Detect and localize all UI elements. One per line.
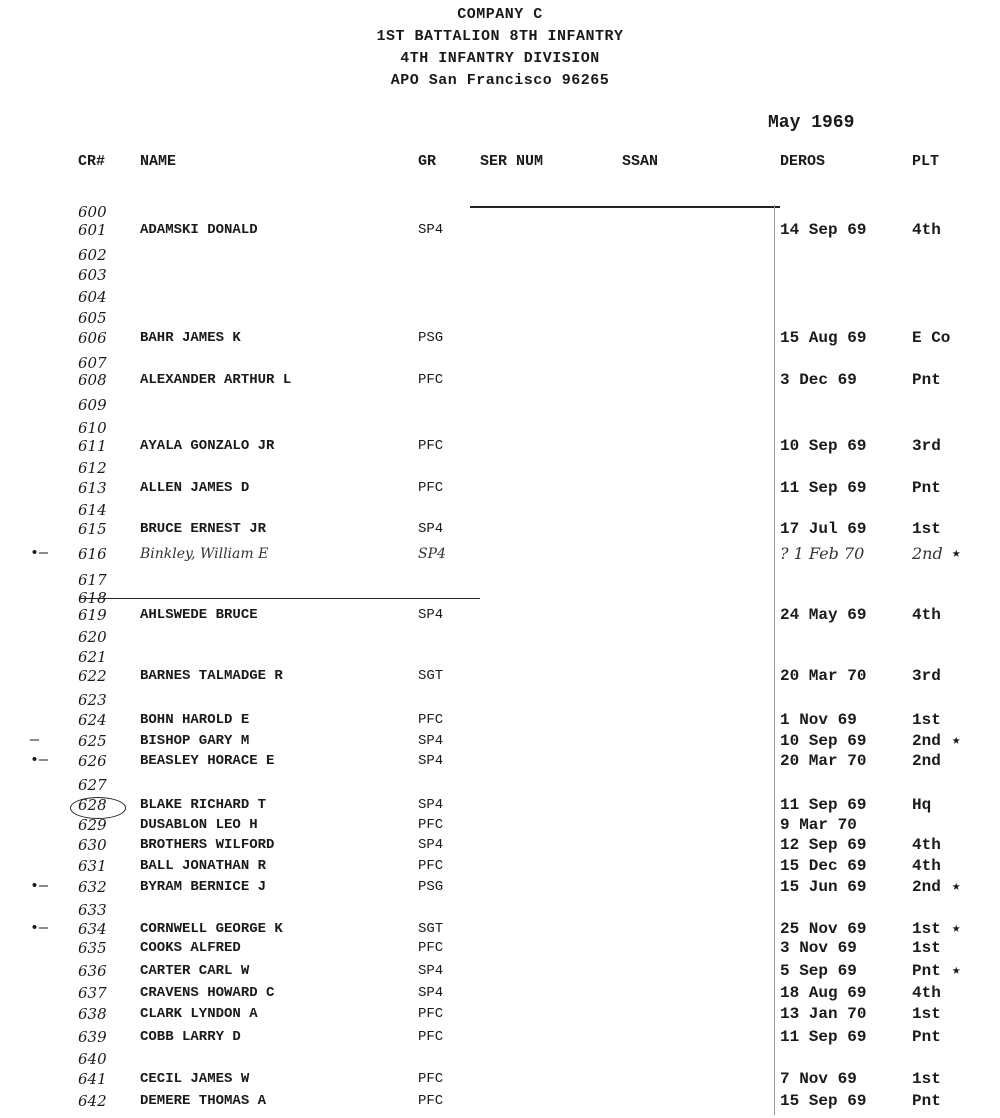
roster-date: May 1969	[768, 113, 855, 133]
row-num: 609	[78, 396, 107, 414]
row-plt: Pnt	[912, 479, 941, 497]
row-name: BOHN HAROLD E	[140, 712, 250, 728]
row-deros: 1 Nov 69	[780, 711, 857, 729]
row-num: 622	[78, 667, 107, 685]
row-deros: 9 Mar 70	[780, 816, 857, 834]
row-gr: PFC	[418, 1006, 444, 1022]
row-num: 616	[78, 545, 107, 563]
row-deros: 15 Dec 69	[780, 857, 867, 875]
row-num: 641	[78, 1070, 107, 1088]
row-name: COOKS ALFRED	[140, 940, 241, 956]
row-name: BYRAM BERNICE J	[140, 879, 267, 895]
row-deros: ? 1 Feb 70	[780, 544, 865, 563]
row-name: CORNWELL GEORGE K	[140, 921, 283, 937]
row-gr: SP4	[418, 521, 444, 537]
row-num: 605	[78, 309, 107, 327]
row-num: 636	[78, 962, 107, 980]
row-num: 619	[78, 606, 107, 624]
row-plt: 4th	[912, 857, 941, 875]
col-header-deros: DEROS	[780, 153, 826, 170]
row-plt: 3rd	[912, 667, 941, 685]
row-num: 627	[78, 776, 107, 794]
table-row	[0, 328, 1000, 350]
row-gr: PFC	[418, 1093, 444, 1109]
row-num: 603	[78, 266, 107, 284]
table-row	[0, 245, 1000, 267]
row-plt: 2nd	[912, 732, 941, 750]
row-note: ★	[952, 879, 961, 895]
row-name: ALEXANDER ARTHUR L	[140, 372, 292, 388]
table-row	[0, 1049, 1000, 1071]
row-plt: 1st	[912, 711, 941, 729]
row-gr: SP4	[418, 963, 444, 979]
row-num: 626	[78, 752, 107, 770]
col-header-cr: CR#	[78, 153, 106, 170]
row-plt: 1st	[912, 520, 941, 538]
row-num: 639	[78, 1028, 107, 1046]
row-plt: 4th	[912, 221, 941, 239]
table-row	[0, 458, 1000, 480]
row-mark: •—	[30, 752, 49, 769]
row-plt: 1st	[912, 1070, 941, 1088]
table-row	[0, 265, 1000, 287]
row-num: 600	[78, 203, 107, 221]
row-num: 633	[78, 901, 107, 919]
row-gr: PFC	[418, 438, 444, 454]
row-plt: 1st	[912, 920, 941, 938]
row-gr: PSG	[418, 879, 444, 895]
row-mark: •—	[30, 545, 49, 562]
table-row	[0, 815, 1000, 837]
row-name: BISHOP GARY M	[140, 733, 250, 749]
row-name: BALL JONATHAN R	[140, 858, 267, 874]
company-title: COMPANY C	[457, 6, 543, 23]
row-num: 618	[78, 589, 107, 607]
table-row	[0, 478, 1000, 500]
row-mark: •—	[30, 920, 49, 937]
table-row	[0, 287, 1000, 309]
row-num: 617	[78, 571, 107, 589]
row-deros: 11 Sep 69	[780, 796, 867, 814]
row-gr: SP4	[418, 985, 444, 1001]
table-row	[0, 605, 1000, 627]
row-deros: 3 Nov 69	[780, 939, 857, 957]
row-name: BAHR JAMES K	[140, 330, 241, 346]
row-plt: 2nd	[912, 752, 941, 770]
battalion-title: 1ST BATTALION 8TH INFANTRY	[376, 28, 624, 45]
row-deros: 10 Sep 69	[780, 732, 867, 750]
row-note: ★	[952, 546, 961, 562]
row-deros: 5 Sep 69	[780, 962, 857, 980]
row-gr: PFC	[418, 858, 444, 874]
row-plt: 4th	[912, 606, 941, 624]
row-plt: Pnt	[912, 962, 941, 980]
row-num: 637	[78, 984, 107, 1002]
row-num: 623	[78, 691, 107, 709]
row-name: ALLEN JAMES D	[140, 480, 250, 496]
table-row	[0, 308, 1000, 330]
table-row	[0, 1069, 1000, 1091]
row-plt: E Co	[912, 329, 951, 347]
row-deros: 13 Jan 70	[780, 1005, 867, 1023]
row-num: 604	[78, 288, 107, 306]
col-header-ssan: SSAN	[622, 153, 659, 170]
table-row	[0, 751, 1000, 773]
row-gr: SP4	[418, 607, 444, 623]
row-deros: 7 Nov 69	[780, 1070, 857, 1088]
col-header-gr: GR	[418, 153, 437, 170]
row-name: BEASLEY HORACE E	[140, 753, 275, 769]
row-gr: SP4	[418, 797, 444, 813]
row-deros: 15 Aug 69	[780, 329, 867, 347]
row-num: 638	[78, 1005, 107, 1023]
table-row	[0, 835, 1000, 857]
row-deros: 15 Sep 69	[780, 1092, 867, 1110]
table-row	[0, 395, 1000, 417]
row-num: 614	[78, 501, 107, 519]
row-gr: SGT	[418, 921, 444, 937]
table-row	[0, 1091, 1000, 1113]
row-plt: 4th	[912, 836, 941, 854]
row-gr: PFC	[418, 712, 444, 728]
row-num: 607	[78, 354, 107, 372]
table-row	[0, 710, 1000, 732]
row-gr: SP4	[418, 546, 446, 562]
table-row	[0, 775, 1000, 797]
row-name: DUSABLON LEO H	[140, 817, 258, 833]
row-num: 631	[78, 857, 107, 875]
division-title: 4TH INFANTRY DIVISION	[400, 50, 600, 67]
row-mark: •—	[30, 878, 49, 895]
table-row	[0, 961, 1000, 983]
row-plt: 2nd	[912, 878, 941, 896]
row-deros: 12 Sep 69	[780, 836, 867, 854]
row-name: AYALA GONZALO JR	[140, 438, 275, 454]
row-deros: 25 Nov 69	[780, 920, 867, 938]
row-name: ADAMSKI DONALD	[140, 222, 258, 238]
table-row	[0, 938, 1000, 960]
row-name: CARTER CARL W	[140, 963, 250, 979]
row-num: 612	[78, 459, 107, 477]
row-deros: 3 Dec 69	[780, 371, 857, 389]
row-gr: SP4	[418, 222, 444, 238]
apo-address: APO San Francisco 96265	[390, 72, 610, 89]
col-header-ser-num: SER NUM	[480, 153, 544, 170]
row-num: 640	[78, 1050, 107, 1068]
table-row	[0, 627, 1000, 649]
row-num: 628	[78, 796, 107, 814]
row-deros: 15 Jun 69	[780, 878, 867, 896]
row-plt: 1st	[912, 939, 941, 957]
row-name: BLAKE RICHARD T	[140, 797, 267, 813]
row-gr: PFC	[418, 372, 444, 388]
table-row	[0, 983, 1000, 1005]
row-deros: 11 Sep 69	[780, 479, 867, 497]
row-num: 620	[78, 628, 107, 646]
row-name: CLARK LYNDON A	[140, 1006, 258, 1022]
row-num: 606	[78, 329, 107, 347]
row-plt: Pnt	[912, 1028, 941, 1046]
row-name: BRUCE ERNEST JR	[140, 521, 267, 537]
table-row	[0, 1004, 1000, 1026]
row-deros: 24 May 69	[780, 606, 867, 624]
table-row	[0, 795, 1000, 817]
row-plt: Hq	[912, 796, 932, 814]
row-plt: 1st	[912, 1005, 941, 1023]
row-num: 630	[78, 836, 107, 854]
table-row	[0, 544, 1000, 566]
table-row	[0, 877, 1000, 899]
row-name: DEMERE THOMAS A	[140, 1093, 267, 1109]
col-header-plt: PLT	[912, 153, 940, 170]
row-deros: 20 Mar 70	[780, 667, 867, 685]
row-name: BARNES TALMADGE R	[140, 668, 283, 684]
row-name: AHLSWEDE BRUCE	[140, 607, 258, 623]
table-row	[0, 436, 1000, 458]
row-num: 615	[78, 520, 107, 538]
table-row	[0, 690, 1000, 712]
row-num: 601	[78, 221, 107, 239]
row-deros: 18 Aug 69	[780, 984, 867, 1002]
row-gr: SP4	[418, 733, 444, 749]
row-gr: SGT	[418, 668, 444, 684]
row-num: 610	[78, 419, 107, 437]
row-gr: SP4	[418, 837, 444, 853]
row-deros: 11 Sep 69	[780, 1028, 867, 1046]
row-name: Binkley, William E	[140, 546, 269, 562]
row-plt: 2nd	[912, 544, 943, 563]
row-deros: 14 Sep 69	[780, 221, 867, 239]
row-num: 629	[78, 816, 107, 834]
row-note: ★	[952, 921, 961, 937]
row-num: 621	[78, 648, 107, 666]
table-row	[0, 666, 1000, 688]
row-plt: 3rd	[912, 437, 941, 455]
row-note: ★	[952, 733, 961, 749]
table-row	[0, 1027, 1000, 1049]
row-gr: SP4	[418, 753, 444, 769]
row-deros: 20 Mar 70	[780, 752, 867, 770]
row-name: CECIL JAMES W	[140, 1071, 250, 1087]
col-header-name: NAME	[140, 153, 177, 170]
table-row	[0, 519, 1000, 541]
row-num: 608	[78, 371, 107, 389]
table-row	[0, 220, 1000, 242]
row-gr: PSG	[418, 330, 444, 346]
row-name: BROTHERS WILFORD	[140, 837, 275, 853]
row-num: 624	[78, 711, 107, 729]
row-gr: PFC	[418, 1071, 444, 1087]
row-mark: —	[30, 732, 40, 749]
row-plt: Pnt	[912, 1092, 941, 1110]
row-name: CRAVENS HOWARD C	[140, 985, 275, 1001]
row-deros: 17 Jul 69	[780, 520, 867, 538]
table-row	[0, 731, 1000, 753]
row-gr: PFC	[418, 1029, 444, 1045]
row-gr: PFC	[418, 940, 444, 956]
row-num: 635	[78, 939, 107, 957]
row-name: COBB LARRY D	[140, 1029, 241, 1045]
row-num: 602	[78, 246, 107, 264]
row-num: 625	[78, 732, 107, 750]
table-row	[0, 370, 1000, 392]
row-deros: 10 Sep 69	[780, 437, 867, 455]
row-num: 642	[78, 1092, 107, 1110]
row-note: ★	[952, 963, 961, 979]
row-plt: Pnt	[912, 371, 941, 389]
row-num: 632	[78, 878, 107, 896]
row-gr: PFC	[418, 480, 444, 496]
row-plt: 4th	[912, 984, 941, 1002]
row-num: 634	[78, 920, 107, 938]
row-num: 611	[78, 437, 107, 455]
row-num: 613	[78, 479, 107, 497]
row-gr: PFC	[418, 817, 444, 833]
table-row	[0, 856, 1000, 878]
